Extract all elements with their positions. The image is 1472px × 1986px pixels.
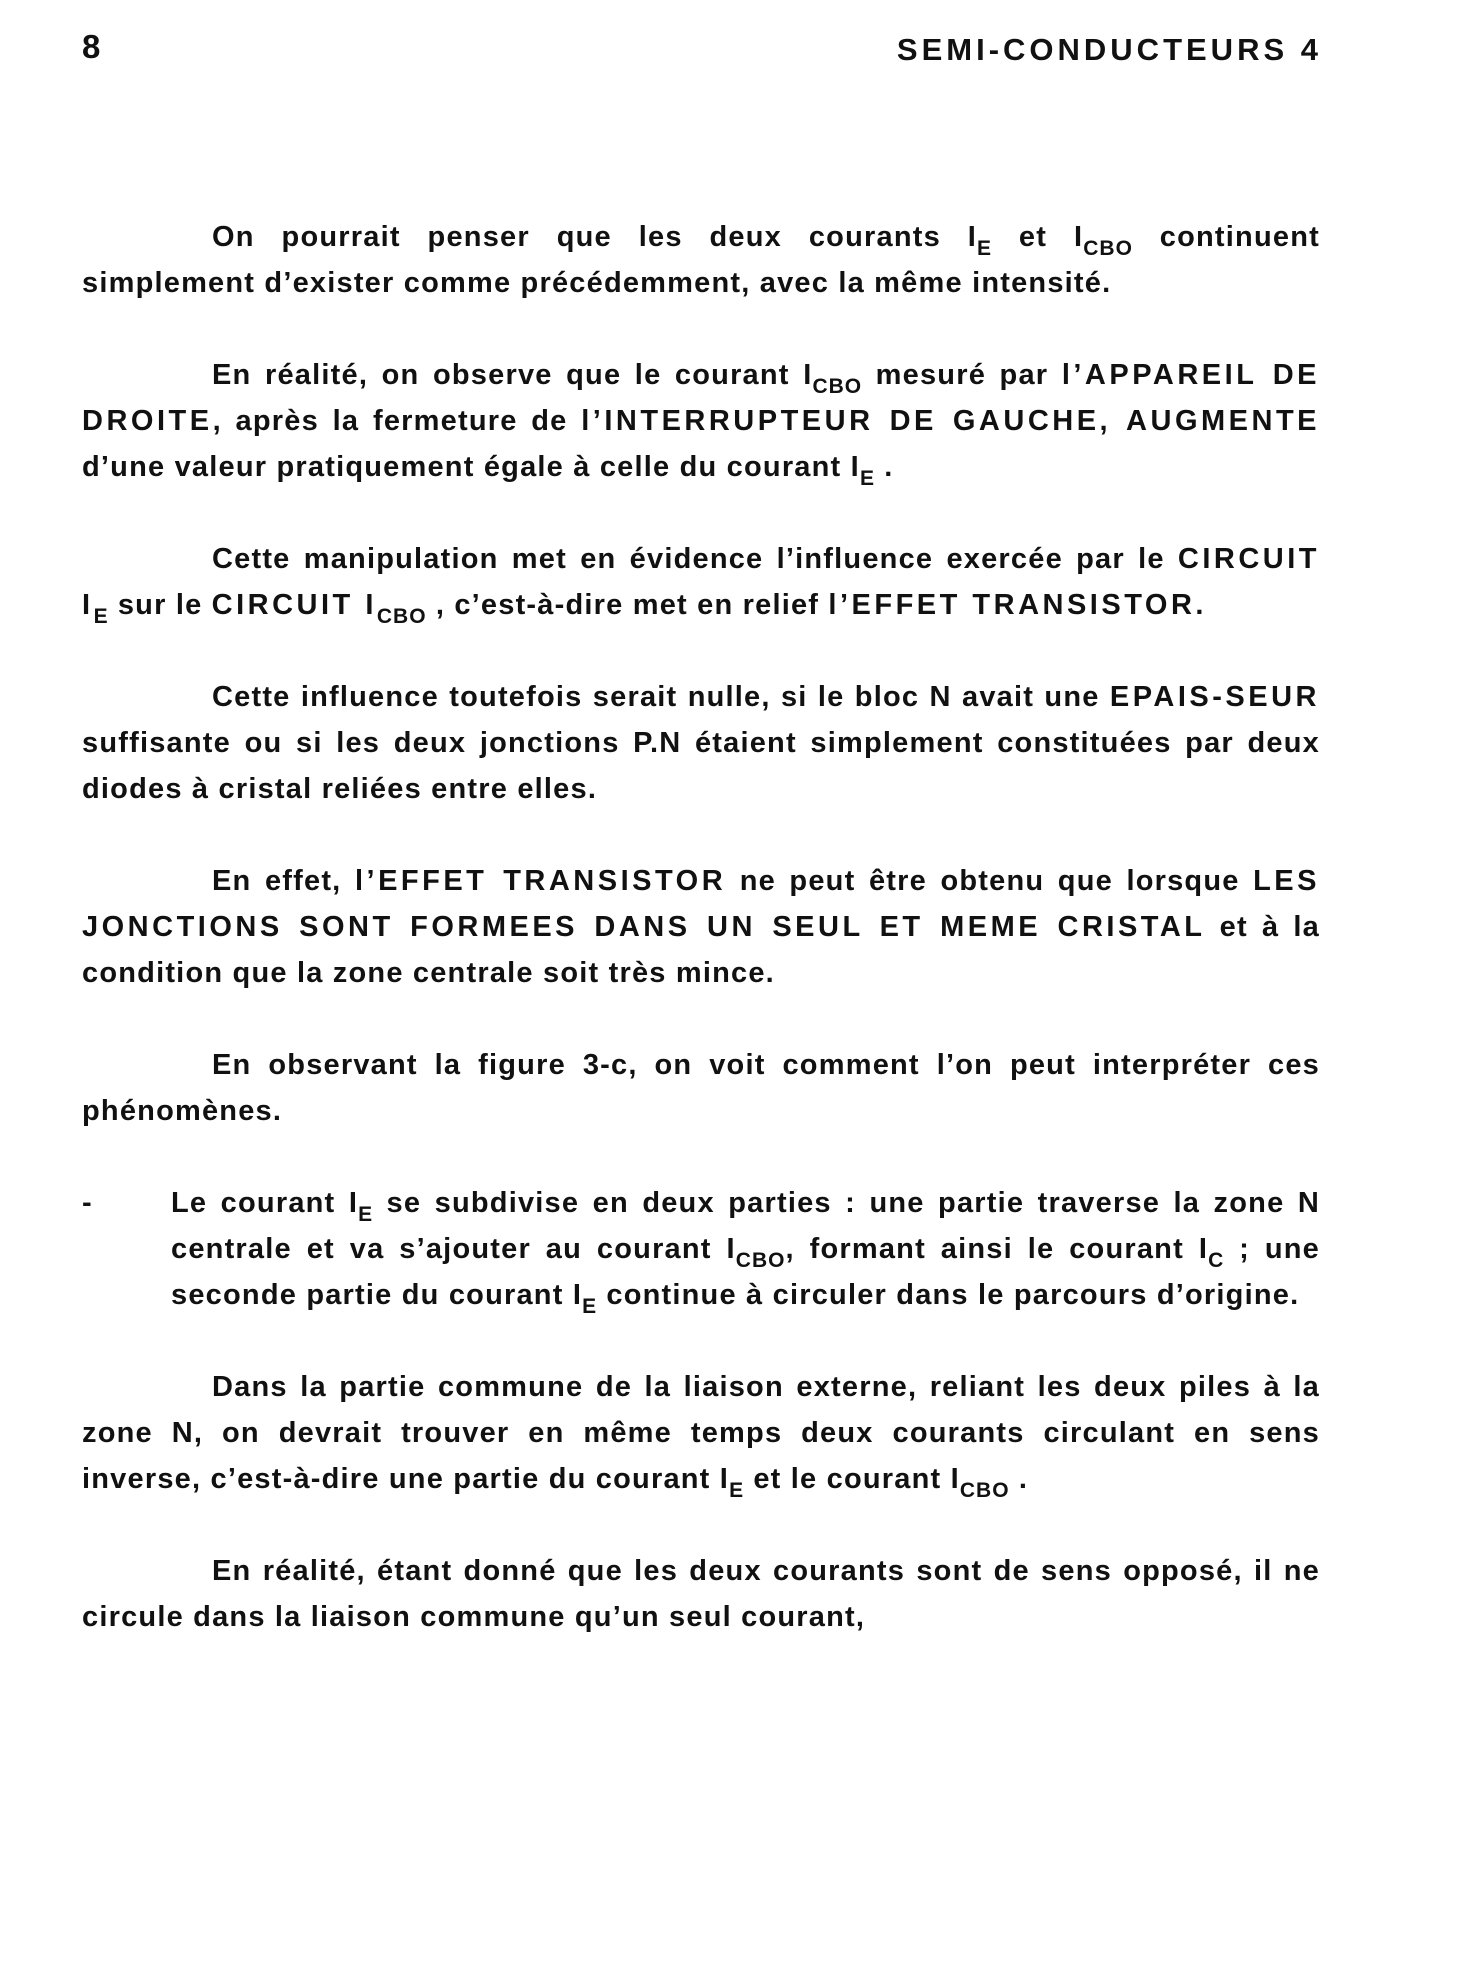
running-title: SEMI-CONDUCTEURS 4 xyxy=(896,32,1322,67)
paragraph-8: En réalité, étant donné que les deux courants sont de sens opposé, il ne circule dans la liaison commune qu’un seul courant, xyxy=(82,1555,1320,1633)
paragraph-1: On pourrait penser que les deux courants $I_E$ et $I_{CBO}$ continuent simplement d’exister comme précédemment, avec la même intensité. xyxy=(82,221,1320,299)
paragraph-2: En réalité, on observe que le courant $I_{CBO}$ mesuré par l’APPAREIL DE DROITE, après la fermeture de l’INTERRUPTEUR DE GAUCHE, AUGMENTE d’une valeur pratiquement égale à celle du courant $I_E$ . xyxy=(82,359,1320,490)
list-item xyxy=(82,1180,1320,1318)
paragraph-3: Cette manipulation met en évidence l’influence exercée par le CIRCUIT $I_E$ sur le CIRCUIT $I_{CBO}$ , c’est-à-dire met en relief l’EFFET TRANSISTOR. xyxy=(82,543,1320,628)
page-number: 8 xyxy=(82,28,102,65)
bullet-marker: - xyxy=(82,1187,93,1219)
paragraph-5: En effet, l’EFFET TRANSISTOR ne peut être obtenu que lorsque LES JONCTIONS SONT FORMEES DANS UN SEUL ET MEME CRISTAL et à la condition que la zone centrale soit très mince. xyxy=(82,865,1320,989)
paragraph-7: Dans la partie commune de la liaison externe, reliant les deux piles à la zone N, on devrait trouver en même temps deux courants circulant en sens inverse, c’est-à-dire une partie du courant $I_E$ et le courant $I_{CBO}$ . xyxy=(82,1371,1320,1502)
list-item-text: Le courant $I_E$ se subdivise en deux parties : une partie traverse la zone N centrale et va s’ajouter au courant $I_{CBO}$, formant ainsi le courant $I_C$ ; une seconde partie du courant $I_E$ continue à circuler dans le parcours d’origine. xyxy=(171,1187,1320,1318)
paragraph-4: Cette influence toutefois serait nulle, si le bloc N avait une EPAIS-SEUR suffisante ou si les deux jonctions P.N étaient simplement constituées par deux diodes à cristal reliées entre elles. xyxy=(82,681,1320,805)
body-text xyxy=(82,214,1320,1686)
paragraph-6: En observant la figure 3-c, on voit comment l’on peut interpréter ces phénomènes. xyxy=(82,1049,1320,1127)
